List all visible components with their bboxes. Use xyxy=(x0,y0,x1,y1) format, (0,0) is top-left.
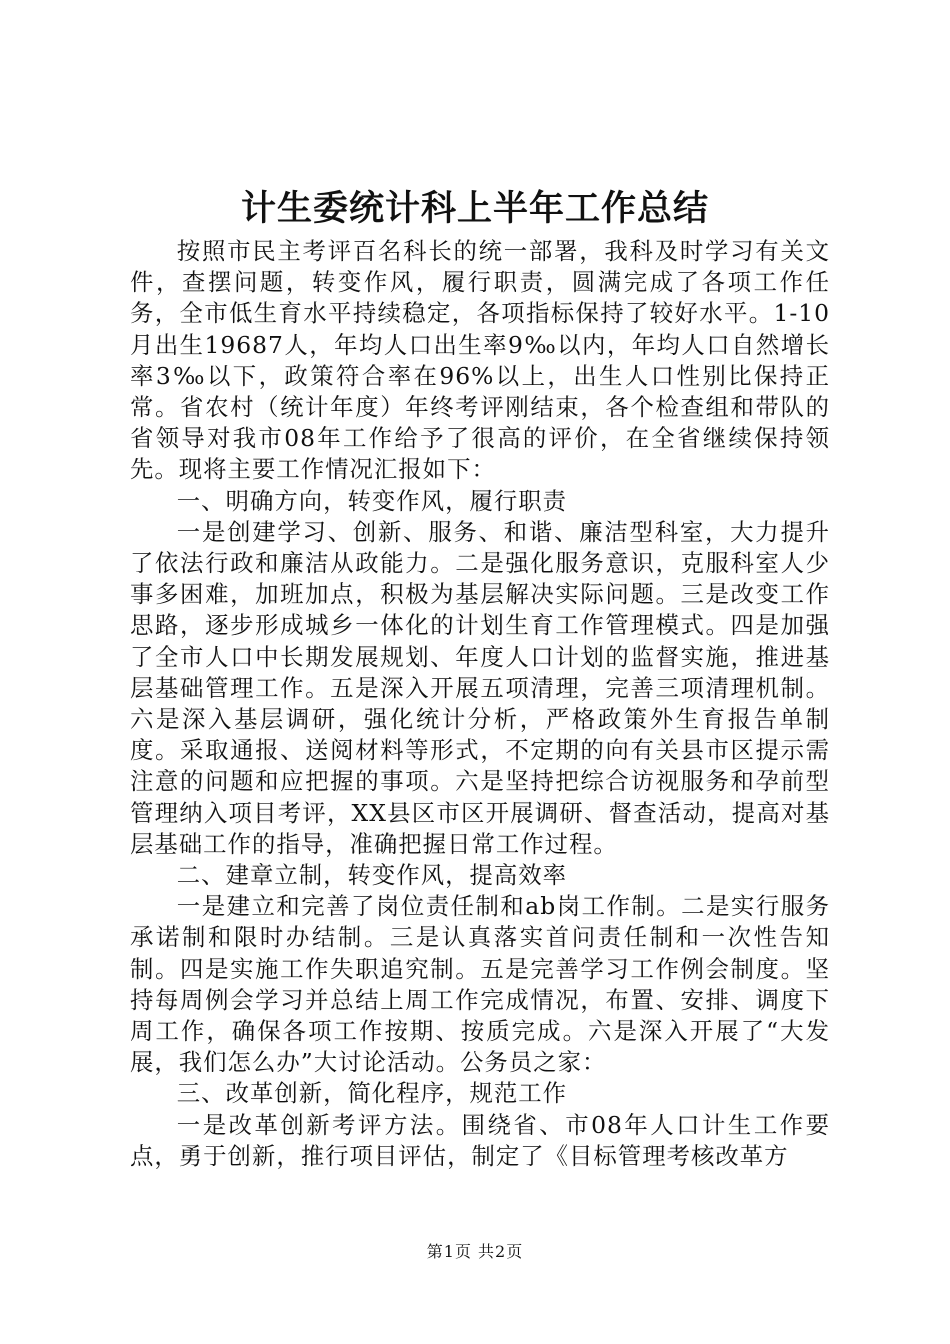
section-paragraph-1: 一是创建学习、创新、服务、和谐、廉洁型科室，大力提升了依法行政和廉洁从政能力。二是强化服务意识，克服科室人少事多困难，加班加点，积极为基层解决实际问题。三是改变工作思路，逐步形成城乡一体化的计划生育工作管理模式。四是加强了全市人口中长期发展规划、年度人口计划的监督实施，推进基层基础管理工作。五是深入开展五项清理，完善三项清理机制。六是深入基层调研，强化统计分析，严格政策外生育报告单制度。采取通报、送阅材料等形式，不定期的向有关县市区提示需注意的问题和应把握的事项。六是坚持把综合访视服务和孕前型管理纳入项目考评，XX县区市区开展调研、督查活动，提高对基层基础工作的指导，准确把握日常工作过程。 xyxy=(130,517,830,858)
section-heading-1: 一、明确方向，转变作风，履行职责 xyxy=(176,486,568,515)
intro-paragraph: 按照市民主考评百名科长的统一部署，我科及时学习有关文件，查摆问题，转变作风，履行职责，圆满完成了各项工作任务，全市低生育水平持续稳定，各项指标保持了较好水平。1-10月出生19687人，年均人口出生率9‰以内，年均人口自然增长率3‰以下，政策符合率在96%以上，出生人口性别比保持正常。省农村（统计年度）年终考评刚结束，各个检查组和带队的省领导对我市08年工作给予了很高的评价，在全省继续保持领先。现将主要工作情况汇报如下： xyxy=(130,237,830,484)
section-heading-2: 二、建章立制，转变作风，提高效率 xyxy=(176,861,568,890)
document-title: 计生委统计科上半年工作总结 xyxy=(240,188,709,229)
section-paragraph-3: 一是改革创新考评方法。围绕省、市08年人口计生工作要点，勇于创新，推行项目评估，制定了《目标管理考核改革方 xyxy=(130,1110,830,1170)
page-footer: 第1页 共2页 xyxy=(426,1242,524,1261)
section-paragraph-2: 一是建立和完善了岗位责任制和ab岗工作制。二是实行服务承诺制和限时办结制。三是认真落实首问责任制和一次性告知制。四是实施工作失职追究制。五是完善学习工作例会制度。坚持每周例会学习并总结上周工作完成情况，布置、安排、调度下周工作，确保各项工作按期、按质完成。六是深入开展了“大发展，我们怎么办”大讨论活动。公务员之家： xyxy=(130,892,830,1077)
section-heading-3: 三、改革创新，简化程序，规范工作 xyxy=(176,1079,568,1108)
document-body xyxy=(130,236,830,1172)
